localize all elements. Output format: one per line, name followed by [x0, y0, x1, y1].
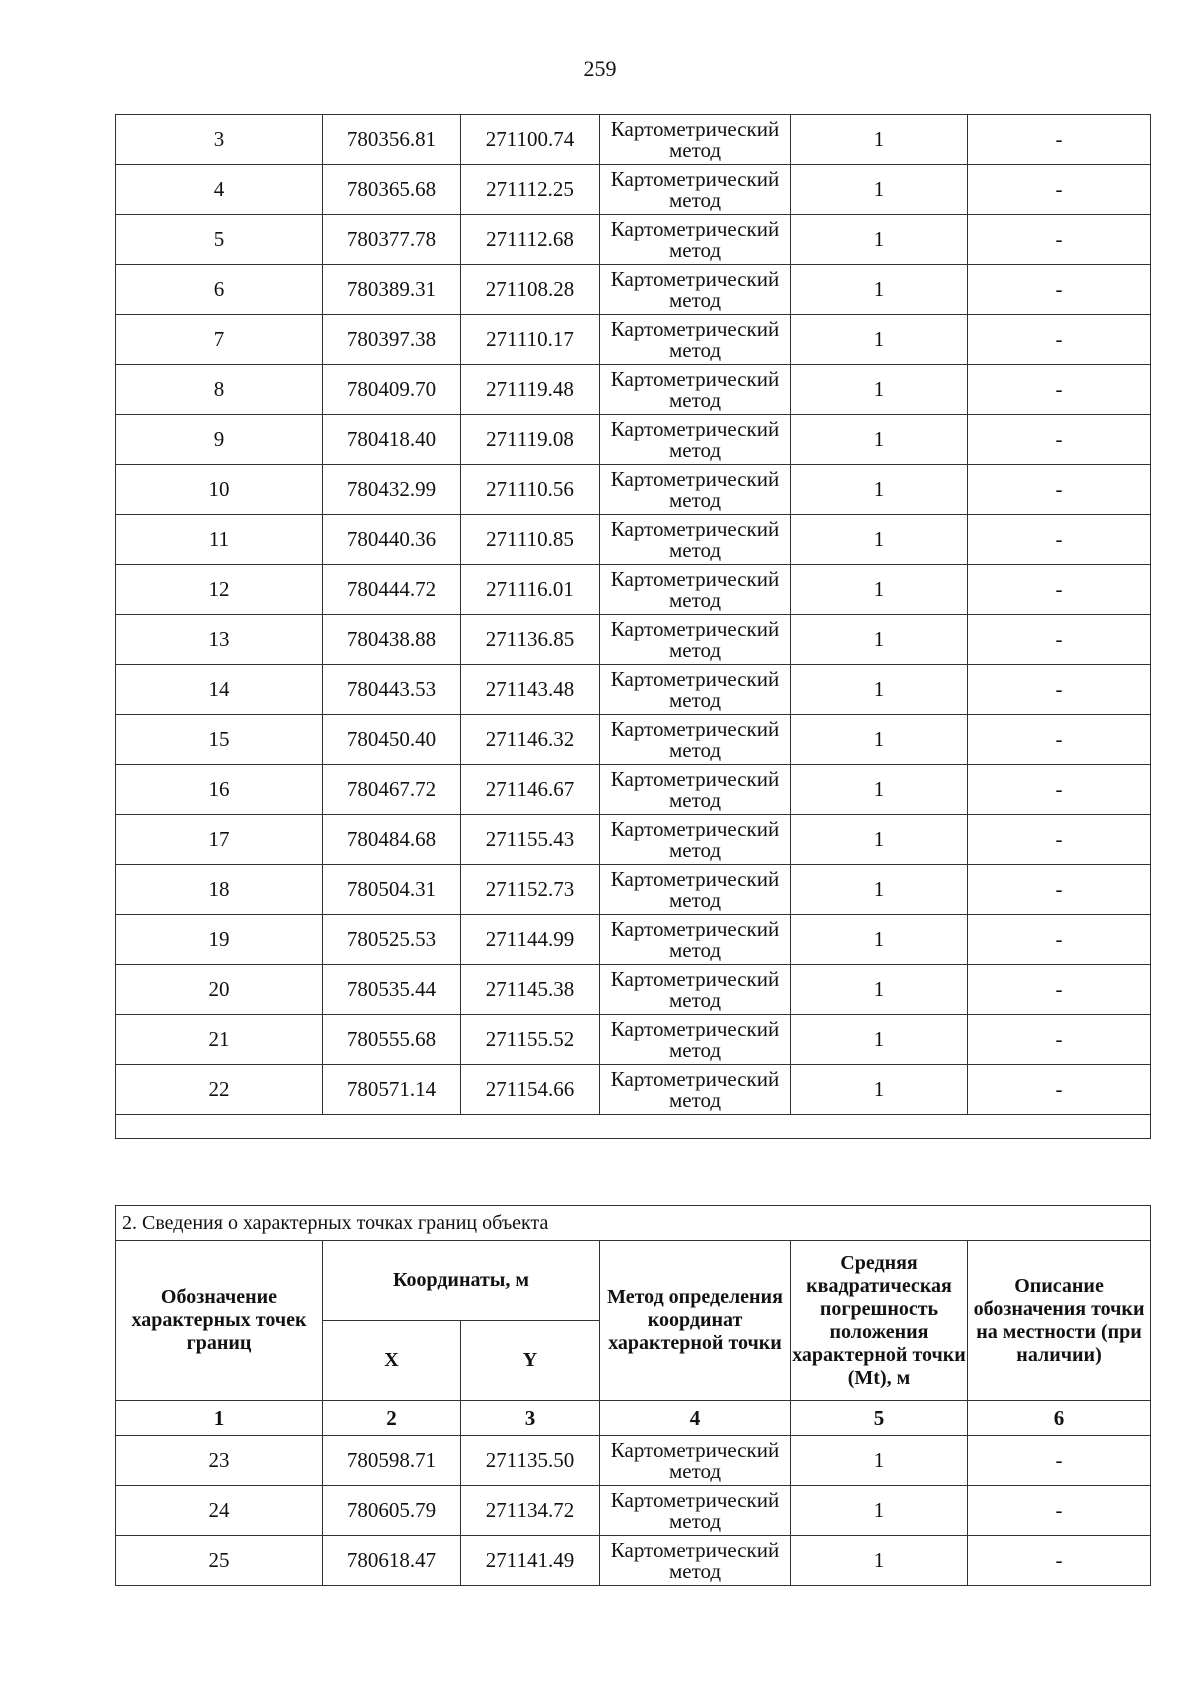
error-cell: 1: [791, 315, 968, 365]
table-row: [116, 615, 1151, 665]
method-cell: Картометрический метод: [600, 815, 791, 865]
header-x: X: [323, 1321, 461, 1401]
point-number-cell: 18: [116, 865, 323, 915]
description-cell: -: [968, 615, 1151, 665]
point-number-cell: 13: [116, 615, 323, 665]
y-coordinate-cell: 271155.43: [461, 815, 600, 865]
description-cell: -: [968, 1436, 1151, 1486]
point-number-cell: 20: [116, 965, 323, 1015]
error-cell: 1: [791, 765, 968, 815]
method-cell: Картометрический метод: [600, 465, 791, 515]
boundary-points-table: [115, 1205, 1151, 1586]
x-coordinate-cell: 780484.68: [323, 815, 461, 865]
point-number-cell: 12: [116, 565, 323, 615]
header-y: Y: [461, 1321, 600, 1401]
y-coordinate-cell: 271100.74: [461, 115, 600, 165]
table-row: [116, 415, 1151, 465]
method-cell: Картометрический метод: [600, 665, 791, 715]
description-cell: -: [968, 265, 1151, 315]
error-cell: 1: [791, 615, 968, 665]
point-number-cell: 4: [116, 165, 323, 215]
table-row: [116, 915, 1151, 965]
method-cell: Картометрический метод: [600, 165, 791, 215]
description-cell: -: [968, 115, 1151, 165]
error-cell: 1: [791, 1536, 968, 1586]
method-cell: Картометрический метод: [600, 315, 791, 365]
point-number-cell: 22: [116, 1065, 323, 1115]
description-cell: -: [968, 165, 1151, 215]
description-cell: -: [968, 365, 1151, 415]
error-cell: 1: [791, 415, 968, 465]
point-number-cell: 21: [116, 1015, 323, 1065]
table-row: [116, 465, 1151, 515]
error-cell: 1: [791, 815, 968, 865]
method-cell: Картометрический метод: [600, 515, 791, 565]
error-cell: 1: [791, 1015, 968, 1065]
y-coordinate-cell: 271155.52: [461, 1015, 600, 1065]
header-description: Описание обозначения точки на местности (при наличии): [968, 1241, 1151, 1401]
x-coordinate-cell: 780467.72: [323, 765, 461, 815]
x-coordinate-cell: 780444.72: [323, 565, 461, 615]
table-row: [116, 1536, 1151, 1586]
method-cell: Картометрический метод: [600, 265, 791, 315]
method-cell: Картометрический метод: [600, 965, 791, 1015]
point-number-cell: 19: [116, 915, 323, 965]
description-cell: -: [968, 215, 1151, 265]
x-coordinate-cell: 780377.78: [323, 215, 461, 265]
description-cell: -: [968, 815, 1151, 865]
method-cell: Картометрический метод: [600, 215, 791, 265]
point-number-cell: 14: [116, 665, 323, 715]
x-coordinate-cell: 780409.70: [323, 365, 461, 415]
y-coordinate-cell: 271116.01: [461, 565, 600, 615]
y-coordinate-cell: 271110.85: [461, 515, 600, 565]
point-number-cell: 17: [116, 815, 323, 865]
header-error: Средняя квадратическая погрешность положения характерной точки (Mt), м: [791, 1241, 968, 1401]
header-designation: Обозначение характерных точек границ: [116, 1241, 323, 1401]
column-number: 1: [116, 1401, 323, 1436]
table-caption: 2. Сведения о характерных точках границ объекта: [116, 1206, 1151, 1241]
empty-cell: [116, 1115, 1151, 1139]
column-number: 2: [323, 1401, 461, 1436]
table-row: [116, 865, 1151, 915]
table-row: [116, 315, 1151, 365]
error-cell: 1: [791, 915, 968, 965]
method-cell: Картометрический метод: [600, 615, 791, 665]
table-row: [116, 665, 1151, 715]
boundary-points-table-continued: [115, 114, 1151, 1139]
table-row: [116, 1436, 1151, 1486]
error-cell: 1: [791, 465, 968, 515]
table-row: [116, 115, 1151, 165]
y-coordinate-cell: 271110.56: [461, 465, 600, 515]
error-cell: 1: [791, 365, 968, 415]
table-row: [116, 515, 1151, 565]
header-method: Метод определения координат характерной точки: [600, 1241, 791, 1401]
x-coordinate-cell: 780555.68: [323, 1015, 461, 1065]
table-body: [116, 115, 1151, 1139]
description-cell: -: [968, 1536, 1151, 1586]
method-cell: Картометрический метод: [600, 715, 791, 765]
x-coordinate-cell: 780605.79: [323, 1486, 461, 1536]
point-number-cell: 7: [116, 315, 323, 365]
method-cell: Картометрический метод: [600, 1486, 791, 1536]
description-cell: -: [968, 1486, 1151, 1536]
error-cell: 1: [791, 215, 968, 265]
x-coordinate-cell: 780525.53: [323, 915, 461, 965]
point-number-cell: 25: [116, 1536, 323, 1586]
x-coordinate-cell: 780389.31: [323, 265, 461, 315]
method-cell: Картометрический метод: [600, 565, 791, 615]
method-cell: Картометрический метод: [600, 1065, 791, 1115]
x-coordinate-cell: 780397.38: [323, 315, 461, 365]
error-cell: 1: [791, 665, 968, 715]
y-coordinate-cell: 271119.08: [461, 415, 600, 465]
column-number: 4: [600, 1401, 791, 1436]
x-coordinate-cell: 780504.31: [323, 865, 461, 915]
point-number-cell: 24: [116, 1486, 323, 1536]
method-cell: Картометрический метод: [600, 365, 791, 415]
y-coordinate-cell: 271146.67: [461, 765, 600, 815]
point-number-cell: 23: [116, 1436, 323, 1486]
point-number-cell: 8: [116, 365, 323, 415]
x-coordinate-cell: 780365.68: [323, 165, 461, 215]
error-cell: 1: [791, 865, 968, 915]
table-row: [116, 365, 1151, 415]
y-coordinate-cell: 271119.48: [461, 365, 600, 415]
error-cell: 1: [791, 965, 968, 1015]
table-row: [116, 165, 1151, 215]
x-coordinate-cell: 780443.53: [323, 665, 461, 715]
error-cell: 1: [791, 1436, 968, 1486]
description-cell: -: [968, 865, 1151, 915]
y-coordinate-cell: 271135.50: [461, 1436, 600, 1486]
table-row: [116, 1015, 1151, 1065]
error-cell: 1: [791, 165, 968, 215]
y-coordinate-cell: 271112.68: [461, 215, 600, 265]
y-coordinate-cell: 271136.85: [461, 615, 600, 665]
description-cell: -: [968, 465, 1151, 515]
table-row: [116, 565, 1151, 615]
error-cell: 1: [791, 1486, 968, 1536]
x-coordinate-cell: 780432.99: [323, 465, 461, 515]
error-cell: 1: [791, 265, 968, 315]
method-cell: Картометрический метод: [600, 415, 791, 465]
table-row: [116, 815, 1151, 865]
column-number: 5: [791, 1401, 968, 1436]
x-coordinate-cell: 780598.71: [323, 1436, 461, 1486]
point-number-cell: 3: [116, 115, 323, 165]
column-number: 6: [968, 1401, 1151, 1436]
y-coordinate-cell: 271134.72: [461, 1486, 600, 1536]
point-number-cell: 16: [116, 765, 323, 815]
y-coordinate-cell: 271110.17: [461, 315, 600, 365]
description-cell: -: [968, 415, 1151, 465]
method-cell: Картометрический метод: [600, 865, 791, 915]
y-coordinate-cell: 271145.38: [461, 965, 600, 1015]
table-body: [116, 1436, 1151, 1586]
y-coordinate-cell: 271141.49: [461, 1536, 600, 1586]
column-numbers-row: [116, 1401, 1151, 1436]
x-coordinate-cell: 780535.44: [323, 965, 461, 1015]
x-coordinate-cell: 780438.88: [323, 615, 461, 665]
point-number-cell: 11: [116, 515, 323, 565]
column-number: 3: [461, 1401, 600, 1436]
description-cell: -: [968, 915, 1151, 965]
method-cell: Картометрический метод: [600, 1536, 791, 1586]
method-cell: Картометрический метод: [600, 765, 791, 815]
method-cell: Картометрический метод: [600, 115, 791, 165]
y-coordinate-cell: 271152.73: [461, 865, 600, 915]
table-row: [116, 1486, 1151, 1536]
description-cell: -: [968, 765, 1151, 815]
y-coordinate-cell: 271112.25: [461, 165, 600, 215]
empty-row: [116, 1115, 1151, 1139]
error-cell: 1: [791, 565, 968, 615]
y-coordinate-cell: 271146.32: [461, 715, 600, 765]
x-coordinate-cell: 780618.47: [323, 1536, 461, 1586]
point-number-cell: 10: [116, 465, 323, 515]
y-coordinate-cell: 271143.48: [461, 665, 600, 715]
description-cell: -: [968, 565, 1151, 615]
x-coordinate-cell: 780440.36: [323, 515, 461, 565]
point-number-cell: 15: [116, 715, 323, 765]
table-row: [116, 715, 1151, 765]
description-cell: -: [968, 965, 1151, 1015]
error-cell: 1: [791, 115, 968, 165]
x-coordinate-cell: 780418.40: [323, 415, 461, 465]
method-cell: Картометрический метод: [600, 1015, 791, 1065]
description-cell: -: [968, 715, 1151, 765]
table-row: [116, 265, 1151, 315]
page-number: 259: [583, 56, 617, 81]
point-number-cell: 9: [116, 415, 323, 465]
description-cell: -: [968, 1015, 1151, 1065]
x-coordinate-cell: 780450.40: [323, 715, 461, 765]
table-row: [116, 1065, 1151, 1115]
error-cell: 1: [791, 515, 968, 565]
x-coordinate-cell: 780356.81: [323, 115, 461, 165]
description-cell: -: [968, 1065, 1151, 1115]
point-number-cell: 5: [116, 215, 323, 265]
error-cell: 1: [791, 1065, 968, 1115]
x-coordinate-cell: 780571.14: [323, 1065, 461, 1115]
error-cell: 1: [791, 715, 968, 765]
method-cell: Картометрический метод: [600, 915, 791, 965]
table-row: [116, 215, 1151, 265]
y-coordinate-cell: 271154.66: [461, 1065, 600, 1115]
y-coordinate-cell: 271108.28: [461, 265, 600, 315]
table-row: [116, 965, 1151, 1015]
method-cell: Картометрический метод: [600, 1436, 791, 1486]
table-row: [116, 765, 1151, 815]
description-cell: -: [968, 665, 1151, 715]
y-coordinate-cell: 271144.99: [461, 915, 600, 965]
point-number-cell: 6: [116, 265, 323, 315]
header-coordinates: Координаты, м: [323, 1241, 600, 1321]
description-cell: -: [968, 315, 1151, 365]
description-cell: -: [968, 515, 1151, 565]
